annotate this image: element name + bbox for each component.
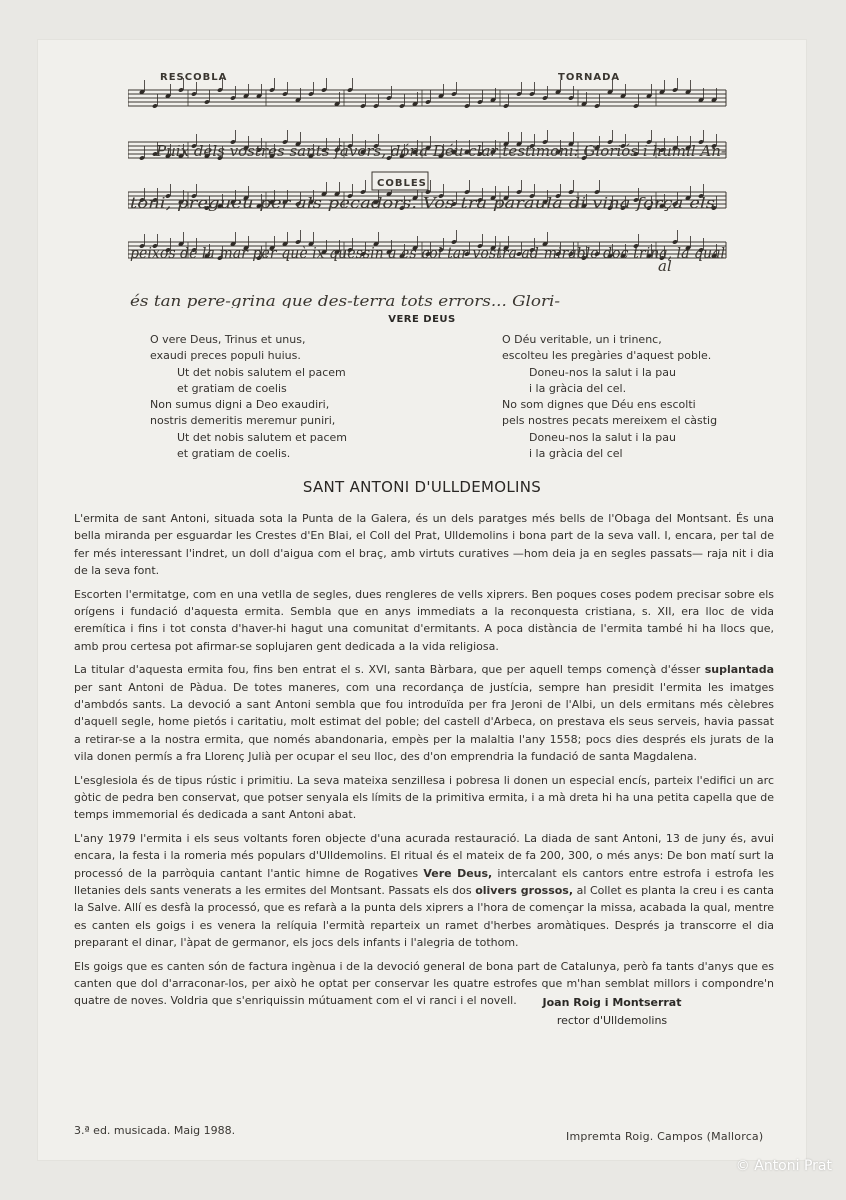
poem-line: Ut det nobis salutem el pacem xyxy=(177,365,346,379)
poem-line: escolteu les pregàries d'aquest poble. xyxy=(502,349,712,363)
goigs-page xyxy=(38,40,806,1160)
article-paragraph: L'ermita de sant Antoni, situada sota la Punta de la Galera, és un dels paratges més bells de l'Obaga del Montsant. És una bella miranda per esguardar les Crestes d'En Blai, el Coll del Prat, Ulldemolins i bona part de la seva vall. I, encara, per tal de fer més interessant l'indret, un doll d'aigua com el braç, amb virtuts curatives —hom deia ja en segles passats— raja nit i dia de la seva font. xyxy=(74,512,774,577)
article-paragraph xyxy=(74,830,774,951)
vere-deus-latin xyxy=(150,332,450,462)
music-score xyxy=(128,68,728,308)
poem-line: nostris demeritis meremur puniri, xyxy=(150,414,336,428)
article-body xyxy=(74,510,774,1016)
vere-deus-title: VERE DEUS xyxy=(388,314,456,325)
poem-line: et gratiam de coelis xyxy=(177,381,287,395)
poem-line: pels nostres pecats mereixem el càstig xyxy=(502,414,718,428)
text-span: al Collet es planta la creu i es canta la Salve. Allí es desfà la processó, que es refarà a la punta dels xiprers a l'hora de començar la missa, acabada la qual, mentre es canten els goigs i es venera la relíquia l'ermità reparteix un ramet d'herbes aromàtiques. Després ja transcorre el dia preparant el dinar, l'àpat de germanor, els jocs dels infants i l'alegria de tothom. xyxy=(74,883,775,949)
poem-line: i la gràcia del cel. xyxy=(529,381,627,395)
poem-line: exaudi preces populi huius. xyxy=(150,349,301,363)
poem-line: No som dignes que Déu ens escolti xyxy=(502,398,696,412)
music-staves xyxy=(128,68,728,308)
label-rescobla: RESCOBLA xyxy=(160,72,228,83)
label-al-segno: al xyxy=(658,257,672,275)
poem-line: et gratiam de coelis. xyxy=(177,447,291,461)
bold-term: olivers grossos, xyxy=(475,883,574,897)
poem-line: Doneu-nos la salut i la pau xyxy=(529,430,676,444)
vere-deus-catalan xyxy=(502,332,802,462)
author-role: rector d'Ulldemolins xyxy=(556,1014,668,1027)
lyric-line-1: Puix dels vostres sants favors, dóna Déu clar testimoni: Gloriós i humil An- xyxy=(154,142,726,160)
poem-line: Ut det nobis salutem et pacem xyxy=(177,430,348,444)
text-span: La titular d'aquesta ermita fou, fins ben entrat el s. XVI, santa Bàrbara, que per aquell temps començà d'ésser xyxy=(74,663,705,677)
article-paragraph: Els goigs que es canten són de factura ingènua i de la devoció general de bona part de Catalunya, però fa tants d'anys que es canten que dol d'arraconar-los, per això he optat per conservar les quatre estrofes que m'han semblat millors i compondre'n quatre de noves. Voldria que s'enriquissin mútuament com el vi ranci i el novell. xyxy=(74,959,774,1008)
bold-term: suplantada xyxy=(704,663,774,677)
article-paragraph xyxy=(74,661,774,765)
signature-block xyxy=(542,994,682,1030)
label-cobles: COBLES xyxy=(377,178,427,189)
lyric-line-3: peixos de la mar per-què ix-quessin a es-col-tar vostra ad-mirable doc-trina, la qual xyxy=(130,244,726,262)
poem-line: O Déu veritable, un i trinenc, xyxy=(502,333,662,346)
printer-note: Impremta Roig. Campos (Mallorca) xyxy=(566,1130,764,1143)
photo-watermark: © Antoni Prat xyxy=(735,1158,832,1174)
poem-line: Non sumus digni a Deo exaudiri, xyxy=(150,398,330,412)
author-name: Joan Roig i Montserrat xyxy=(542,996,682,1009)
article-title: SANT ANTONI D'ULLDEMOLINS xyxy=(302,478,542,496)
bold-term: Vere Deus, xyxy=(423,866,493,880)
lyric-line-4: és tan pere-grina que des-terra tots errors... Glori- xyxy=(130,292,560,308)
article-paragraph: L'esglesiola és de tipus rústic i primitiu. La seva mateixa senzillesa i pobresa li donen un especial encís, parteix l'edifici un arc gòtic de pedra ben conservat, que potser senyala els límits de la primitiva ermita, i a mà dreta hi ha una petita capella que de temps immemorial és dedicada a sant Antoni abat. xyxy=(74,773,774,822)
text-span: intercalant els cantors entre estrofa i estrofa les lletanies dels sants venerats a les ermites del Montsant. Passats els dos xyxy=(74,866,774,897)
edition-note: 3.ª ed. musicada. Maig 1988. xyxy=(74,1124,236,1137)
poem-line: O vere Deus, Trinus et unus, xyxy=(150,333,306,346)
poem-line: Doneu-nos la salut i la pau xyxy=(529,365,676,379)
text-span: L'any 1979 l'ermita i els seus voltants foren objecte d'una acurada restauració. La diada de sant Antoni, 13 de juny és, avui encara, la festa i la romeria més populars d'Ulldemolins. El ritual és el mateix de fa 200, 300, o més anys: De bon matí surt la processó de la parròquia cantant l'antic himne de Rogatives xyxy=(74,832,774,880)
text-span: per sant Antoni de Pàdua. De totes maneres, com una recordança de justícia, sempre han presidit l'ermita les imatges d'ambdós sants. La devoció a sant Antoni sembla que fou introduïda per fra Jeroni de l'Albi, un dels ermitans més cèlebres d'aquell segle, home pietós i caritatiu, molt estimat del poble; del castell d'Arbeca, on prestava els seus serveis, havia passat a retirar-se a la nostra ermita, que només abandonaria, empès per la malaltia l'any 1558; pocs dies després els jurats de la vila donen permís a fra Llorenç Julià per ocupar el seu lloc, des d'on emprendria la fundació de santa Magdalena. xyxy=(74,680,774,763)
label-tornada: TORNADA xyxy=(558,72,621,83)
article-paragraph: Escorten l'ermitatge, com en una vetlla de segles, dues rengleres de vells xiprers. Ben poques coses podem precisar sobre els orígens i fundació d'aquesta ermita. Sembla que en anys immediats a la reconquesta cristiana, s. XII, era lloc de vida eremítica i fins i tot consta d'haver-hi hagut una comunitat d'ermitants. A poca distància de l'ermita també hi ha llocs que, amb prou certesa pot afirmar-se soplujaren gent dedicada a la vida religiosa. xyxy=(74,587,774,653)
poem-line: i la gràcia del cel xyxy=(529,447,623,461)
lyric-line-2: toni, pregueu per als pecadors. Vos-tra paraula di-vina força els xyxy=(130,194,716,212)
